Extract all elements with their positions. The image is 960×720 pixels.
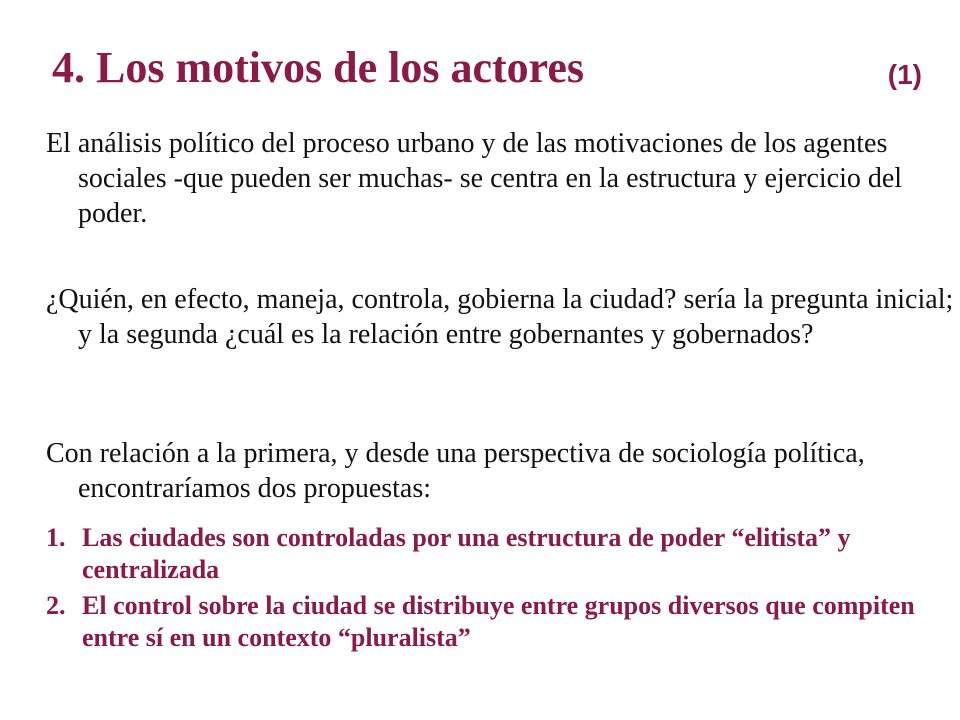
paragraph-questions: ¿Quién, en efecto, maneja, controla, gobierna la ciudad? sería la pregunta inicial; y la segunda ¿cuál es la relación entre gobernantes y gobernados? — [46, 284, 954, 350]
paragraph-analysis: El análisis político del proceso urbano y de las motivaciones de los agentes sociales -que pueden ser muchas- se centra en la estructura y ejercicio del poder. — [46, 128, 903, 229]
list-item-text: El control sobre la ciudad se distribuye entre grupos diversos que compiten entre sí en un contexto “pluralista” — [82, 591, 915, 652]
list-item-text: Las ciudades son controladas por una estructura de poder “elitista” y centralizada — [82, 523, 851, 584]
slide-title: 4. Los motivos de los actores — [52, 43, 585, 92]
slide-number-label: (1) — [887, 59, 922, 90]
list-item-number: 2. — [46, 591, 66, 620]
paragraph-proposals-intro: Con relación a la primera, y desde una perspectiva de sociología política, encontraríamos dos propuestas: — [46, 438, 865, 504]
proposals-list — [46, 522, 926, 658]
list-item — [46, 522, 926, 586]
list-item-number: 1. — [46, 523, 66, 552]
list-item — [46, 590, 926, 654]
